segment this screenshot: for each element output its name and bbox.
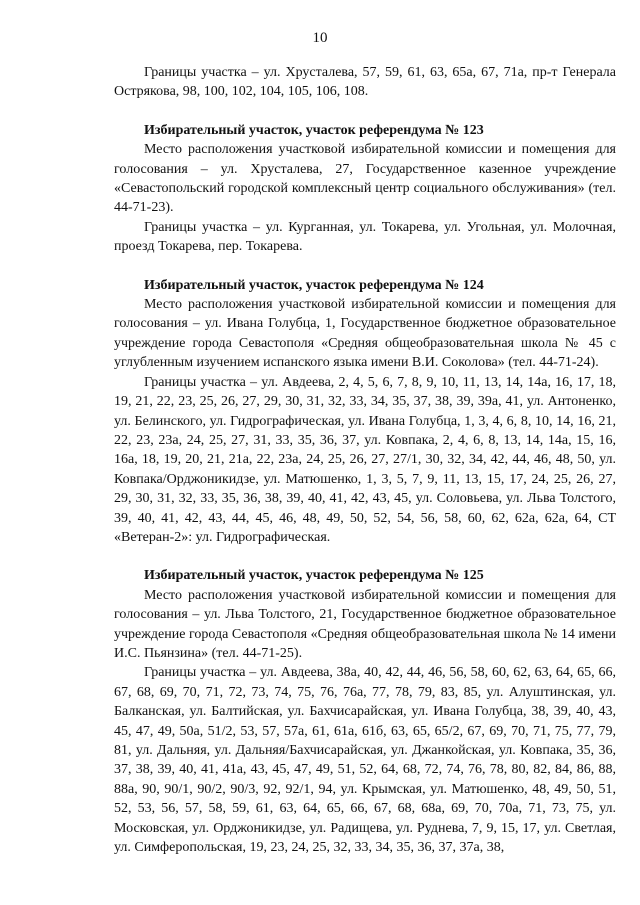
location-paragraph: Место расположения участковой избирательной комиссии и помещения для голосования – ул. Льва Толстого, 21, Государственное бюджетное образовательное учреждение города Севастополя «Средняя общеобразовательная школа № 14 имени И.С. Пьянзина» (тел. 44-71-25).	[114, 587, 616, 661]
polling-station-124	[114, 276, 616, 548]
document-body	[114, 63, 616, 857]
location-paragraph: Место расположения участковой избирательной комиссии и помещения для голосования – ул. Хрусталева, 27, Государственное казенное учреждение «Севастопольский городской комплексный центр социального обслуживания» (тел. 44-71-23).	[114, 142, 616, 216]
boundaries-paragraph: Границы участка – ул. Авдеева, 38а, 40, 42, 44, 46, 56, 58, 60, 62, 63, 64, 65, 66, 67, 68, 69, 70, 71, 72, 73, 74, 75, 76, 76а, 77, 78, 79, 83, 85, ул. Алуштинская, ул. Балканская, ул. Балтийская, ул. Бахчисарайская, ул. Ивана Голубца, 38, 39, 40, 43, 45, 47, 49, 50а, 51/2, 53, 57, 57а, 61, 61а, 61б, 63, 65, 65/2, 67, 69, 70, 71, 75, 77, 79, 81, ул. Дальняя, ул. Дальняя/Бахчисарайская, ул. Джанкойская, ул. Ковпака, 35, 36, 37, 38, 39, 40, 41, 41а, 43, 45, 47, 49, 51, 52, 64, 68, 72, 74, 76, 78, 80, 82, 84, 86, 88, 88а, 90, 90/1, 90/2, 90/3, 92, 92/1, 94, ул. Крымская, ул. Матюшенко, 48, 49, 50, 51, 52, 53, 56, 57, 58, 59, 61, 63, 64, 65, 66, 67, 68, 68а, 69, 70, 70а, 71, 73, 75, ул. Московская, ул. Орджоникидзе, ул. Радищева, ул. Руднева, 7, 9, 15, 17, ул. Светлая, ул. Симферопольская, 19, 23, 24, 25, 32, 33, 34, 35, 36, 37, 37а, 38,	[114, 665, 616, 856]
boundaries-paragraph: Границы участка – ул. Авдеева, 2, 4, 5, 6, 7, 8, 9, 10, 11, 13, 14, 14а, 16, 17, 18, 19, 21, 22, 23, 25, 26, 27, 29, 30, 31, 32, 33, 34, 35, 37, 38, 39, 39а, 41, ул. Антоненко, ул. Белинского, ул. Гидрографическая, ул. Ивана Голубца, 1, 3, 4, 6, 8, 10, 14, 16, 21, 22, 23, 23а, 24, 25, 27, 31, 33, 35, 36, 37, ул. Ковпака, 2, 4, 6, 8, 13, 14, 14а, 15, 16, 16а, 18, 19, 20, 21, 21а, 22, 23а, 24, 25, 26, 27, 27/1, 30, 32, 34, 42, 44, 46, 48, 50, ул. Ковпака/Орджоникидзе, ул. Матюшенко, 1, 3, 5, 7, 9, 11, 13, 15, 17, 24, 25, 26, 27, 29, 30, 31, 32, 33, 35, 36, 38, 39, 40, 41, 42, 43, 45, ул. Соловьева, ул. Льва Толстого, 39, 40, 41, 42, 43, 44, 45, 46, 48, 49, 50, 52, 54, 56, 58, 60, 62, 62а, 62а, 64, СТ «Ветеран-2»: ул. Гидрографическая.	[114, 374, 616, 545]
intro-boundaries-paragraph: Границы участка – ул. Хрусталева, 57, 59, 61, 63, 65а, 67, 71а, пр-т Генерала Острякова, 98, 100, 102, 104, 105, 106, 108.	[114, 65, 616, 100]
section-heading: Избирательный участок, участок референдума № 125	[144, 568, 484, 584]
section-heading: Избирательный участок, участок референдума № 123	[144, 122, 484, 138]
polling-station-125	[114, 566, 616, 857]
location-paragraph: Место расположения участковой избирательной комиссии и помещения для голосования – ул. Ивана Голубца, 1, Государственное бюджетное образовательное учреждение города Севастополя «Средняя общеобразовательная школа № 45 с углубленным изучением испанского языка имени В.И. Соколова» (тел. 44-71-24).	[114, 297, 616, 371]
boundaries-paragraph: Границы участка – ул. Курганная, ул. Токарева, ул. Угольная, ул. Молочная, проезд Токарева, пер. Токарева.	[114, 219, 616, 255]
page-number: 10	[312, 30, 328, 46]
section-heading: Избирательный участок, участок референдума № 124	[144, 277, 484, 293]
polling-station-123	[114, 121, 616, 257]
